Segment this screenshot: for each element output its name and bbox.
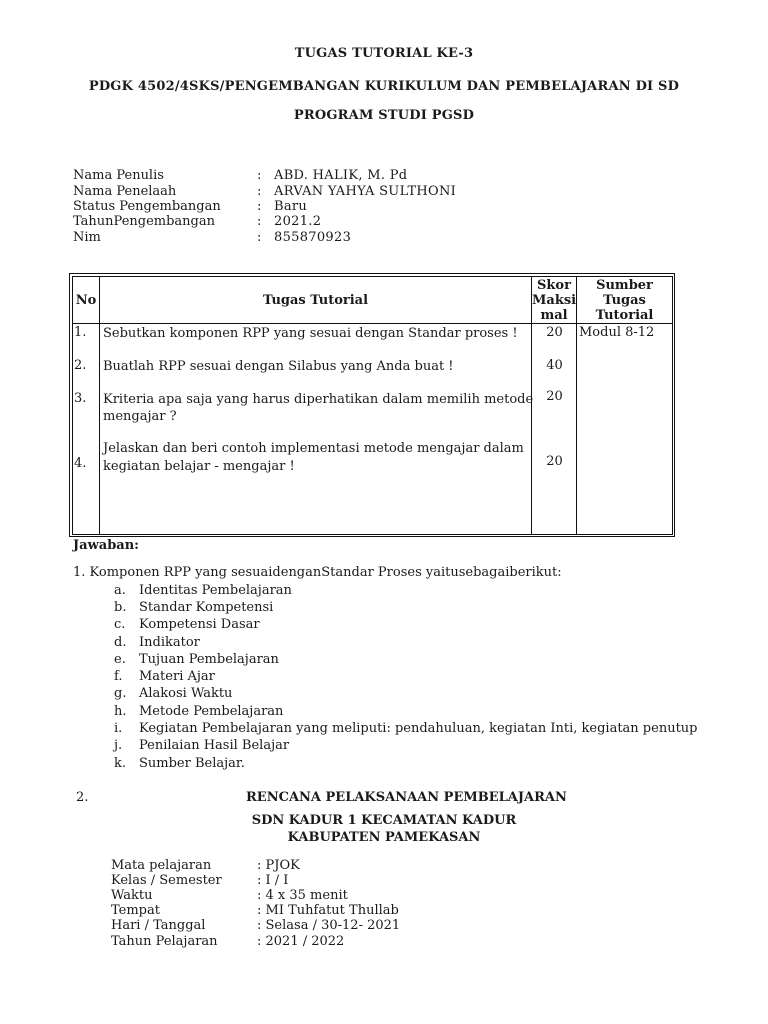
row-score: 20 [546, 325, 563, 340]
meta-value-reviewer: ARVAN YAHYA SULTHONI [274, 184, 457, 199]
rpp-title: RENCANA PELAKSANAAN PEMBELAJARAN [246, 790, 567, 805]
header-score-line: Skor [537, 277, 571, 293]
meta-colon: : [257, 184, 262, 199]
rpp-info-label: Hari / Tanggal [111, 918, 206, 933]
task-text: kegiatan belajar - mengajar ! [103, 459, 295, 474]
table-header-row [73, 277, 673, 324]
list-item-letter: k. [114, 756, 127, 771]
list-item: Alakosi Waktu [139, 686, 233, 701]
task-text: Jelaskan dan beri contoh implementasi metode mengajar dalam [103, 441, 524, 456]
task-text: Buatlah RPP sesuai dengan Silabus yang Anda buat ! [103, 359, 454, 374]
list-item-letter: j. [114, 738, 123, 753]
course-title: PDGK 4502/4SKS/PENGEMBANGAN KURIKULUM DAN PEMBELAJARAN DI SD [88, 79, 680, 94]
rpp-info-value: : MI Tuhfatut Thullab [257, 903, 399, 918]
row-score: 20 [546, 389, 563, 404]
rpp-info-value: : Selasa / 30-12- 2021 [257, 918, 401, 933]
meta-colon: : [257, 199, 262, 214]
rpp-info-value: : PJOK [257, 858, 300, 873]
header-score [532, 277, 577, 324]
meta-value-author: ABD. HALIK, M. Pd [274, 168, 408, 183]
header-source-line: Tugas [603, 292, 646, 308]
header-score-line: mal [540, 307, 568, 323]
meta-label-nim: Nim [73, 230, 101, 245]
row-score: 40 [546, 358, 563, 373]
meta-value-year: 2021.2 [274, 214, 322, 229]
rpp-info-value: : 4 x 35 menit [257, 888, 348, 903]
header-task: Tugas Tutorial [100, 277, 532, 324]
list-item-letter: h. [114, 704, 127, 719]
list-item-letter: i. [114, 721, 123, 736]
list-item-letter: d. [114, 635, 127, 650]
answer-1-intro: 1. Komponen RPP yang sesuaidenganStandar Proses yaitusebagaiberikut: [73, 565, 562, 580]
row-score: 20 [546, 454, 563, 469]
meta-label-author: Nama Penulis [73, 168, 164, 183]
list-item: Standar Kompetensi [139, 600, 274, 615]
list-item: Indikator [139, 635, 200, 650]
rpp-info-label: Waktu [111, 888, 153, 903]
task-text: Sebutkan komponen RPP yang sesuai dengan Standar proses ! [103, 326, 518, 341]
score-column [532, 324, 577, 535]
meta-value-status: Baru [274, 199, 308, 214]
row-source: Modul 8-12 [579, 325, 655, 340]
meta-value-nim: 855870923 [274, 230, 352, 245]
no-column [73, 324, 100, 535]
list-item: Materi Ajar [139, 669, 215, 684]
program-title: PROGRAM STUDI PGSD [293, 108, 475, 123]
list-item: Tujuan Pembelajaran [139, 652, 279, 667]
list-item: Sumber Belajar. [139, 756, 245, 771]
row-no: 2. [74, 358, 87, 373]
doc-title: TUGAS TUTORIAL KE-3 [294, 46, 474, 61]
rpp-info-label: Kelas / Semester [111, 873, 222, 888]
answers-heading: Jawaban: [73, 538, 139, 553]
answer-2-number: 2. [76, 790, 89, 805]
header-no: No [73, 277, 100, 324]
rpp-info-label: Tempat [111, 903, 160, 918]
list-item-letter: e. [114, 652, 126, 667]
list-item-letter: a. [114, 583, 126, 598]
task-text: mengajar ? [103, 409, 177, 424]
meta-label-reviewer: Nama Penelaah [73, 184, 177, 199]
rpp-school: SDN KADUR 1 KECAMATAN KADUR [251, 813, 517, 828]
meta-label-status: Status Pengembangan [73, 199, 221, 214]
list-item-letter: b. [114, 600, 127, 615]
tutorial-table [72, 276, 673, 535]
header-source [577, 277, 673, 324]
rpp-info-label: Mata pelajaran [111, 858, 212, 873]
list-item: Penilaian Hasil Belajar [139, 738, 290, 753]
row-no: 1. [74, 325, 87, 340]
list-item: Kompetensi Dasar [139, 617, 260, 632]
rpp-regency: KABUPATEN PAMEKASAN [287, 830, 481, 845]
rpp-info-label: Tahun Pelajaran [111, 934, 218, 949]
meta-colon: : [257, 230, 262, 245]
list-item-letter: f. [114, 669, 123, 684]
rpp-info-value: : I / I [257, 873, 289, 888]
source-column [577, 324, 673, 535]
row-no: 4. [74, 456, 87, 471]
list-item-letter: c. [114, 617, 126, 632]
meta-colon: : [257, 168, 262, 183]
table-row [73, 324, 673, 535]
list-item-letter: g. [114, 686, 127, 701]
list-item: Metode Pembelajaran [139, 704, 284, 719]
list-item: Kegiatan Pembelajaran yang meliputi: pendahuluan, kegiatan Inti, kegiatan penutup [139, 721, 698, 736]
meta-label-year: TahunPengembangan [73, 214, 215, 229]
rpp-info-value: : 2021 / 2022 [257, 934, 345, 949]
header-score-line: Maksi [532, 292, 577, 308]
task-column [100, 324, 532, 535]
header-source-line: Tutorial [595, 307, 654, 323]
meta-colon: : [257, 214, 262, 229]
row-no: 3. [74, 391, 87, 406]
task-text: Kriteria apa saja yang harus diperhatikan dalam memilih metode [103, 392, 534, 407]
list-item: Identitas Pembelajaran [139, 583, 292, 598]
header-source-line: Sumber [596, 277, 653, 293]
